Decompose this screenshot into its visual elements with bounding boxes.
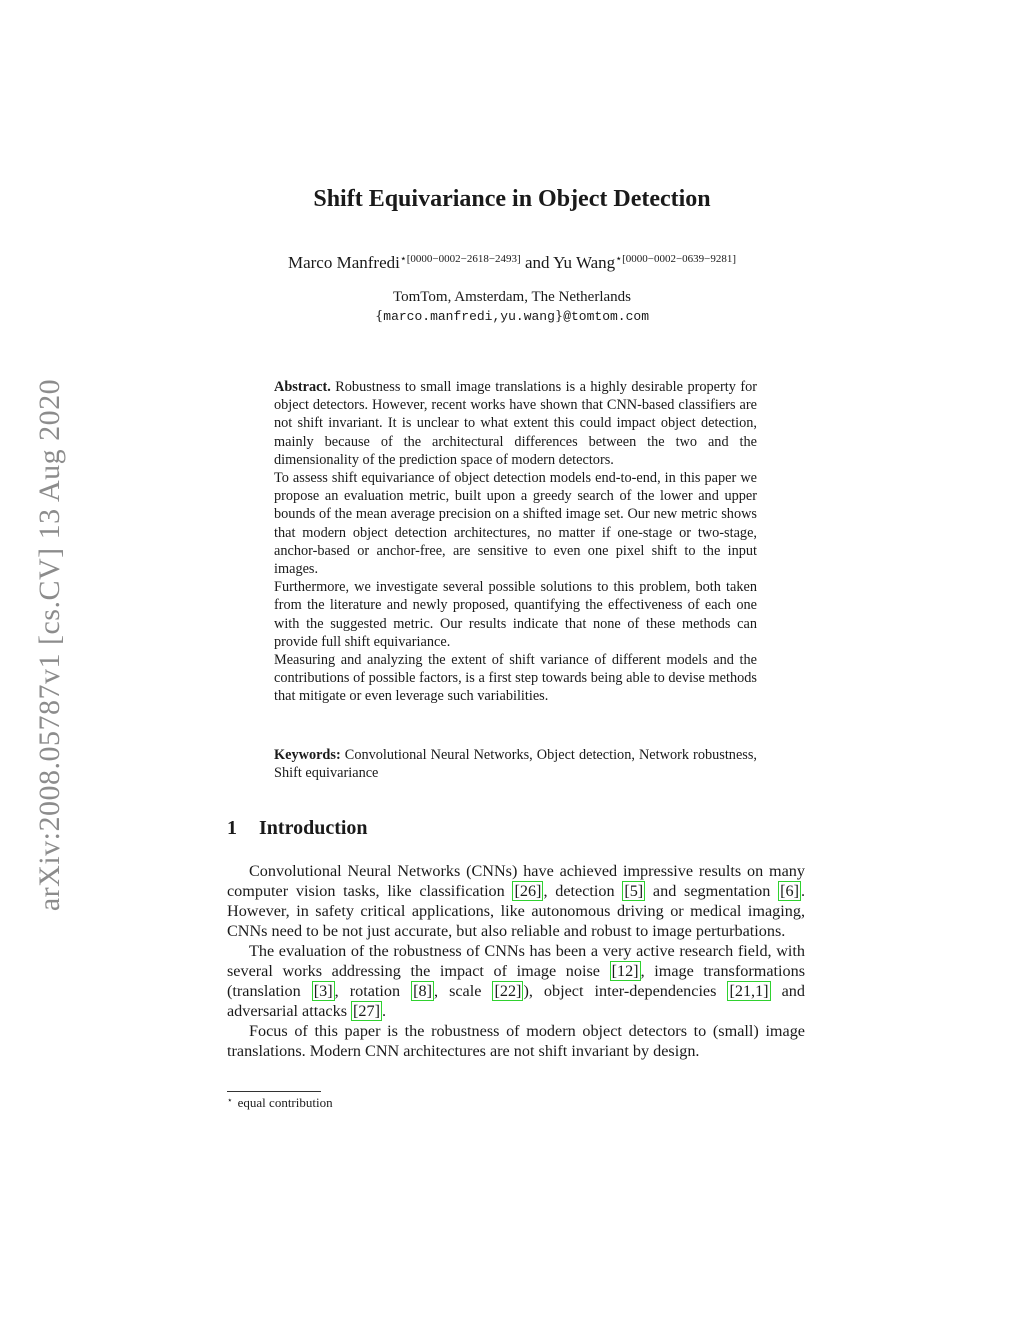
citation-link[interactable]: [27] bbox=[353, 1002, 381, 1020]
body-text: and adversarial attacks bbox=[227, 982, 805, 1020]
body-text: The evaluation of the robustness of CNNs has been a very active research field, with several works addressing the impact of image noise bbox=[227, 942, 805, 980]
body-text: , detection bbox=[543, 882, 623, 900]
citation-link[interactable]: [21,1] bbox=[729, 982, 769, 1000]
email-brace-open: { bbox=[374, 309, 384, 324]
footnote-text: equal contribution bbox=[237, 1095, 333, 1110]
email-names: marco.manfredi,yu.wang bbox=[383, 309, 555, 324]
abstract-paragraph: Furthermore, we investigate several possible solutions to this problem, both taken from the literature and newly proposed, quantifying the effectiveness of each one with the suggested metric. Our results indicate that none of these methods can provide full shift equivariance. bbox=[274, 579, 757, 650]
footnote bbox=[227, 1095, 333, 1111]
author-line bbox=[0, 252, 1024, 273]
body-text: ), object inter-dependencies bbox=[523, 982, 728, 1000]
body-text: . However, in safety critical applications, like autonomous driving or medical imaging, CNNs need to be not just accurate, but also reliable and robust to image perturbations. bbox=[227, 882, 806, 940]
equal-contribution-mark: ⋆ bbox=[615, 253, 623, 265]
body-text: and segmentation bbox=[645, 882, 779, 900]
citation-link[interactable]: [6] bbox=[780, 882, 799, 900]
body-paragraph bbox=[227, 861, 805, 941]
section-number: 1 bbox=[227, 817, 237, 839]
abstract bbox=[274, 378, 757, 706]
author-name: Marco Manfredi bbox=[287, 253, 400, 272]
keywords-label: Keywords: bbox=[274, 747, 341, 763]
body-text: , image transformations (translation bbox=[227, 962, 805, 1000]
abstract-label: Abstract. bbox=[274, 379, 331, 395]
abstract-paragraph bbox=[274, 378, 757, 469]
section-heading bbox=[227, 817, 368, 840]
body-paragraph bbox=[227, 941, 805, 1021]
body-paragraph: Focus of this paper is the robustness of modern object detectors to (small) image translations. Modern CNN architectures are not shift invariant by design. bbox=[227, 1022, 805, 1060]
paper-title: Shift Equivariance in Object Detection bbox=[313, 186, 711, 212]
equal-contribution-mark: ⋆ bbox=[399, 253, 407, 265]
orcid-link[interactable]: [0000−0002−0639−9281] bbox=[622, 253, 737, 265]
abstract-paragraph: Measuring and analyzing the extent of shift variance of different models and the contributions of possible factors, is a first step towards being able to devise methods that mitigate or even leverage such variabilities. bbox=[274, 652, 757, 705]
abstract-text: Robustness to small image translations is a highly desirable property for object detectors. However, recent works have shown that CNN-based classifiers are not shift invariant. It is unclear to what extent this could impact object detection, mainly because of the architectural differences between the two and the dimensionality of the prediction space of modern detectors. bbox=[274, 379, 758, 468]
author-conjunction: and bbox=[524, 253, 550, 272]
orcid-link[interactable]: [0000−0002−2618−2493] bbox=[406, 253, 521, 265]
arxiv-identifier: arXiv:2008.05787v1 [cs.CV] 13 Aug 2020 bbox=[33, 378, 66, 912]
citation-link[interactable]: [3] bbox=[313, 982, 333, 1000]
keywords bbox=[274, 746, 757, 782]
body-text: , rotation bbox=[334, 982, 412, 1000]
footnote-mark: ⋆ bbox=[227, 1095, 233, 1105]
footnote-divider bbox=[227, 1091, 321, 1092]
email-domain: @tomtom.com bbox=[563, 309, 650, 324]
abstract-paragraph: To assess shift equivariance of object detection models end-to-end, in this paper we propose an evaluation metric, built upon a greedy search of the lower and upper bounds of the mean average precision on a shifted image set. Our new metric shows that modern object detection architectures, no matter if one-stage or two-stage, anchor-based or anchor-free, are sensitive to even one pixel shift to the input images. bbox=[274, 470, 757, 578]
keywords-text: Convolutional Neural Networks, Object detection, Network robustness, Shift equivariance bbox=[274, 747, 757, 782]
citation-link[interactable]: [26] bbox=[514, 882, 542, 900]
citation-link[interactable]: [5] bbox=[624, 882, 644, 900]
body-text: . bbox=[382, 1002, 387, 1020]
email-brace-close: } bbox=[554, 309, 564, 324]
citation-link[interactable]: [12] bbox=[611, 962, 639, 980]
body-text: , scale bbox=[433, 982, 493, 1000]
citation-link[interactable]: [8] bbox=[413, 982, 432, 1000]
arxiv-sidebar bbox=[30, 345, 70, 945]
affiliation: TomTom, Amsterdam, The Netherlands bbox=[393, 289, 631, 305]
introduction-body bbox=[227, 861, 805, 1061]
citation-link[interactable]: [22] bbox=[494, 982, 522, 1000]
body-text: Convolutional Neural Networks (CNNs) have achieved impressive results on many computer vision tasks, like classification bbox=[227, 862, 805, 900]
author-emails bbox=[0, 309, 1024, 324]
section-title: Introduction bbox=[259, 817, 368, 839]
author-name: Yu Wang bbox=[553, 253, 616, 272]
